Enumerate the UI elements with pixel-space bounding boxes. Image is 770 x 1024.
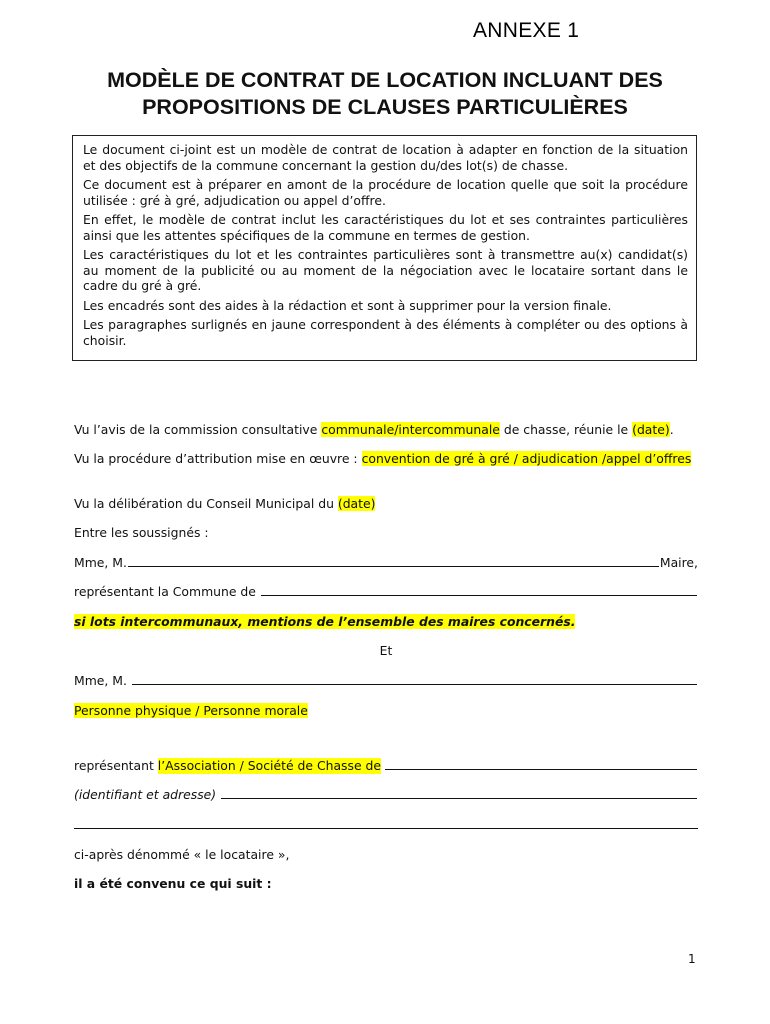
representant-association-line [74, 758, 698, 774]
personne-line [74, 703, 698, 719]
vu-procedure-highlight: convention de gré à gré / adjudication /appel d’offres [361, 451, 692, 466]
representant-commune-label: représentant la Commune de [74, 584, 260, 599]
address-fill-blank[interactable] [74, 817, 698, 829]
vu-avis-highlight-commune: communale/intercommunale [321, 422, 500, 437]
entre-soussignes: Entre les soussignés : [74, 525, 209, 540]
intro-paragraph-5: Les encadrés sont des aides à la rédaction et sont à supprimer pour la version finale. [83, 297, 612, 313]
vu-procedure-line [74, 451, 698, 467]
mme-m-locataire-line [74, 673, 698, 689]
locataire-name-fill-blank[interactable] [132, 673, 697, 685]
annexe-label: ANNEXE 1 [473, 19, 580, 42]
mme-m-label: Mme, M. [74, 555, 127, 570]
association-fill-blank[interactable] [385, 758, 697, 770]
identifiant-label: (identifiant et adresse) [74, 787, 221, 802]
vu-avis-mid: de chasse, réunie le [499, 422, 633, 437]
lots-intercommunaux-note [74, 614, 698, 630]
intro-paragraph-2: Ce document est à préparer en amont de la procédure de location quelle que soit la procédure utilisée : gré à gré, adjudication ou appel d’offre. [83, 177, 688, 208]
maire-label: Maire, [659, 555, 698, 570]
personne-highlight: Personne physique / Personne morale [74, 703, 308, 718]
association-highlight: l’Association / Société de Chasse de [157, 758, 382, 773]
identifiant-fill-blank[interactable] [221, 787, 697, 799]
vu-avis-line [74, 422, 698, 438]
document-title [60, 67, 710, 121]
commune-fill-blank[interactable] [261, 584, 697, 596]
vu-procedure-prefix: Vu la procédure d’attribution mise en œuvre : [74, 451, 362, 466]
intro-paragraph-4: Les caractéristiques du lot et les contraintes particulières sont à transmettre au(x) candidat(s) au moment de la publicité ou au moment de la négociation avec le locataire sortant dans le cadre du gré à gré. [83, 247, 688, 293]
mme-m-maire-line [74, 555, 698, 571]
lots-intercommunaux-highlight: si lots intercommunaux, mentions de l’ensemble des maires concernés. [74, 614, 576, 629]
vu-avis-highlight-date: (date) [632, 422, 670, 437]
intro-paragraph-6: Les paragraphes surlignés en jaune correspondent à des éléments à compléter ou des options à choisir. [83, 317, 688, 348]
et-separator: Et [379, 643, 393, 658]
mme-m-label-2: Mme, M. [74, 673, 131, 688]
extra-fill-line [74, 817, 698, 829]
denomme-locataire: ci-après dénommé « le locataire », [74, 847, 290, 862]
intro-paragraph-3: En effet, le modèle de contrat inclut les caractéristiques du lot et ses contraintes particulières ainsi que les attentes spécifiques de la commune en termes de gestion. [83, 212, 688, 243]
representant-commune-line [74, 584, 698, 600]
page-number: 1 [688, 952, 696, 966]
vu-avis-end: . [669, 422, 674, 437]
representant-prefix: représentant [74, 758, 158, 773]
title-line-1: MODÈLE DE CONTRAT DE LOCATION INCLUANT DES [107, 68, 663, 92]
intro-box [72, 135, 697, 361]
vu-delib-prefix: Vu la délibération du Conseil Municipal du [74, 496, 338, 511]
convenu-line: il a été convenu ce qui suit : [74, 876, 272, 891]
intro-paragraph-1: Le document ci-joint est un modèle de contrat de location à adapter en fonction de la situation et des objectifs de la commune concernant la gestion du/des lot(s) de chasse. [83, 142, 688, 173]
name-fill-blank[interactable] [128, 555, 659, 567]
vu-deliberation-line [74, 496, 698, 512]
title-line-2: PROPOSITIONS DE CLAUSES PARTICULIÈRES [142, 95, 628, 119]
identifiant-line [74, 787, 698, 803]
vu-avis-prefix: Vu l’avis de la commission consultative [74, 422, 322, 437]
vu-delib-highlight-date: (date) [337, 496, 376, 511]
